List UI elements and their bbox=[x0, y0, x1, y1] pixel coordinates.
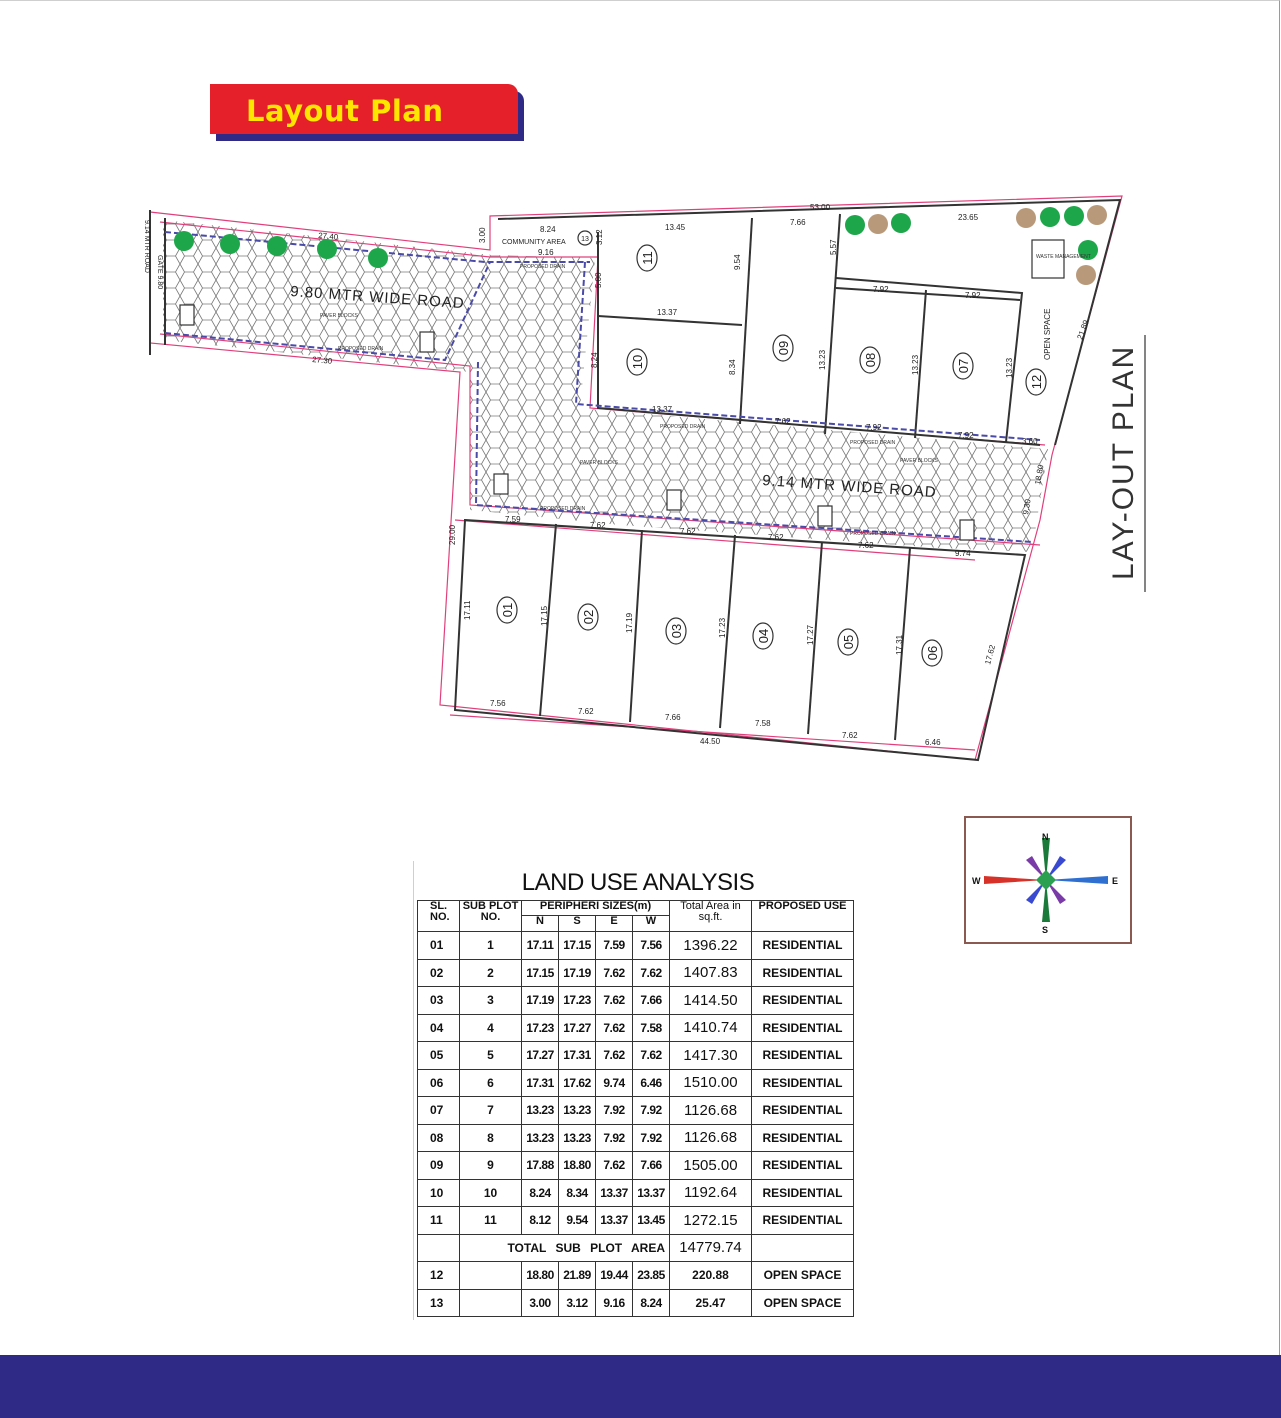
col-peripheri: PERIPHERI SIZES(m) bbox=[522, 901, 670, 916]
cell-sub: 9 bbox=[460, 1152, 522, 1180]
paver-label-main: PAVER BLOCKS bbox=[580, 460, 618, 466]
cell-s: 17.31 bbox=[559, 1042, 596, 1070]
total-area: 14779.74 bbox=[670, 1234, 752, 1262]
dim-p9-right: 8.34 bbox=[728, 359, 737, 375]
plot-03-label: 03 bbox=[669, 623, 684, 639]
dim-n1-bottom: 7.62 bbox=[775, 417, 791, 426]
dim-p11-top: 13.45 bbox=[665, 223, 686, 232]
cell-sub: 6 bbox=[460, 1069, 522, 1097]
dim-s5-side: 17.27 bbox=[806, 624, 815, 645]
compass-west: W bbox=[972, 876, 981, 886]
cell-sl: 13 bbox=[418, 1289, 460, 1317]
dim-left-top: 27.40 bbox=[317, 231, 339, 242]
cell-e: 9.16 bbox=[596, 1289, 633, 1317]
open-space-label: OPEN SPACE bbox=[1043, 308, 1052, 360]
cell-use: RESIDENTIAL bbox=[752, 1179, 854, 1207]
dim-p7-top: 7.92 bbox=[965, 291, 981, 300]
dim-p9-mid: 5.57 bbox=[829, 239, 838, 255]
cell-s: 13.23 bbox=[559, 1124, 596, 1152]
cell-w: 7.66 bbox=[633, 987, 670, 1015]
land-use-table bbox=[417, 900, 854, 1317]
dim-s5-top: 7.62 bbox=[858, 541, 874, 550]
dim-p23: 23.65 bbox=[958, 213, 979, 222]
dim-n3-bottom: 7.92 bbox=[958, 431, 974, 440]
cell-sub: 7 bbox=[460, 1097, 522, 1125]
cell-n: 17.19 bbox=[522, 987, 559, 1015]
cell-n: 17.23 bbox=[522, 1014, 559, 1042]
cell-sub bbox=[460, 1289, 522, 1317]
cell-s: 17.19 bbox=[559, 959, 596, 987]
drain-label-north2: PROPOSED DRAIN bbox=[850, 440, 896, 446]
table-row bbox=[418, 987, 854, 1015]
table-row bbox=[418, 1069, 854, 1097]
gate-label: GATE 9.80 bbox=[156, 255, 163, 290]
plot-02-label: 02 bbox=[581, 609, 596, 625]
cell-area: 1510.00 bbox=[670, 1069, 752, 1097]
paver-label-east: PAVER BLOCKS bbox=[900, 458, 938, 464]
table-row bbox=[418, 1124, 854, 1152]
dim-s3-top: 7.62 bbox=[680, 527, 696, 536]
cell-sub: 3 bbox=[460, 987, 522, 1015]
cell-area: 1192.64 bbox=[670, 1179, 752, 1207]
cell-w: 7.92 bbox=[633, 1097, 670, 1125]
cell-sub: 2 bbox=[460, 959, 522, 987]
cell-use: OPEN SPACE bbox=[752, 1262, 854, 1290]
dim-east-side: 21.89 bbox=[1075, 318, 1091, 341]
dim-s6-side: 17.31 bbox=[895, 634, 904, 655]
compass-south: S bbox=[1042, 925, 1049, 935]
cell-sl: 05 bbox=[418, 1042, 460, 1070]
page-title: Layout Plan bbox=[246, 94, 444, 128]
cell-sl: 04 bbox=[418, 1014, 460, 1042]
cell-w: 7.58 bbox=[633, 1014, 670, 1042]
cell-s: 9.54 bbox=[559, 1207, 596, 1235]
cell-w: 7.56 bbox=[633, 932, 670, 960]
cell-n: 17.15 bbox=[522, 959, 559, 987]
dim-n2-bottom: 7.92 bbox=[866, 423, 882, 432]
drain-label-north: PROPOSED DRAIN bbox=[660, 424, 706, 430]
plot-12-label: 12 bbox=[1029, 374, 1044, 390]
cell-e: 7.59 bbox=[596, 932, 633, 960]
road-main-label: 9.14 MTR WIDE ROAD bbox=[761, 472, 938, 502]
dim-ca-left: 3.00 bbox=[478, 227, 487, 243]
plot-11-label: 11 bbox=[640, 251, 655, 265]
cell-area: 1410.74 bbox=[670, 1014, 752, 1042]
cell-area: 220.88 bbox=[670, 1262, 752, 1290]
table-row bbox=[418, 959, 854, 987]
dim-s1-side: 17.11 bbox=[463, 600, 472, 620]
dim-s1-bottom: 7.56 bbox=[490, 699, 506, 708]
cell-use: RESIDENTIAL bbox=[752, 1124, 854, 1152]
cell-s: 17.62 bbox=[559, 1069, 596, 1097]
waste-label: WASTE MANAGEMENT bbox=[1036, 254, 1091, 260]
dim-s2-bottom: 7.62 bbox=[578, 707, 594, 716]
dim-right-road: 18.80 bbox=[1033, 464, 1046, 486]
cell-use: RESIDENTIAL bbox=[752, 932, 854, 960]
col-sl: SL. NO. bbox=[418, 901, 460, 932]
col-s: S bbox=[559, 915, 596, 931]
cell-area: 1272.15 bbox=[670, 1207, 752, 1235]
cell-w: 23.85 bbox=[633, 1262, 670, 1290]
dim-p7-side: 13.23 bbox=[911, 354, 920, 375]
cell-use: RESIDENTIAL bbox=[752, 1207, 854, 1235]
dim-ca-bottom: 9.16 bbox=[538, 248, 554, 257]
col-w: W bbox=[633, 915, 670, 931]
cell-use: RESIDENTIAL bbox=[752, 987, 854, 1015]
cell-sl: 10 bbox=[418, 1179, 460, 1207]
cell-e: 13.37 bbox=[596, 1207, 633, 1235]
dim-p12-side: 13.23 bbox=[1005, 357, 1014, 378]
cell-w: 7.66 bbox=[633, 1152, 670, 1180]
cell-area: 25.47 bbox=[670, 1289, 752, 1317]
col-proposed-use: PROPOSED USE bbox=[752, 901, 854, 932]
dim-p8-side: 13.23 bbox=[818, 349, 827, 370]
dim-p9-top: 7.66 bbox=[790, 218, 806, 227]
dim-left-bottom: 27.30 bbox=[311, 355, 333, 366]
cell-use: RESIDENTIAL bbox=[752, 959, 854, 987]
table-row bbox=[418, 1207, 854, 1235]
cell-s: 13.23 bbox=[559, 1097, 596, 1125]
cell-e: 7.62 bbox=[596, 1152, 633, 1180]
dim-p11-left: 5.00 bbox=[594, 272, 603, 288]
dim-p10-left: 8.24 bbox=[590, 352, 599, 368]
dim-n4-bottom: 3.60 bbox=[1022, 437, 1038, 446]
cell-n: 17.88 bbox=[522, 1152, 559, 1180]
plot-09-label: 09 bbox=[776, 340, 791, 356]
cell-e: 19.44 bbox=[596, 1262, 633, 1290]
cell-s: 8.34 bbox=[559, 1179, 596, 1207]
col-e: E bbox=[596, 915, 633, 931]
table-row bbox=[418, 1262, 854, 1290]
cell-sl: 02 bbox=[418, 959, 460, 987]
table-row bbox=[418, 932, 854, 960]
cell-use: RESIDENTIAL bbox=[752, 1152, 854, 1180]
cell-e: 7.62 bbox=[596, 1014, 633, 1042]
cell-sl: 09 bbox=[418, 1152, 460, 1180]
plot-08-label: 08 bbox=[863, 352, 878, 368]
drain-label-ca: PROPOSED DRAIN bbox=[520, 264, 566, 270]
cell-w: 13.37 bbox=[633, 1179, 670, 1207]
cell-w: 6.46 bbox=[633, 1069, 670, 1097]
cell-area: 1396.22 bbox=[670, 932, 752, 960]
cell-s: 17.27 bbox=[559, 1014, 596, 1042]
cell-e: 7.92 bbox=[596, 1124, 633, 1152]
dim-s2-side: 17.15 bbox=[540, 605, 549, 626]
table-row bbox=[418, 1097, 854, 1125]
dim-s6-bottom: 6.46 bbox=[925, 738, 941, 747]
cell-e: 7.62 bbox=[596, 959, 633, 987]
dim-s5-bottom: 7.62 bbox=[842, 731, 858, 740]
dim-bottom: 44.50 bbox=[700, 737, 721, 746]
cell-use: RESIDENTIAL bbox=[752, 1097, 854, 1125]
dim-p10-top: 13.37 bbox=[657, 308, 678, 317]
cell-area: 1126.68 bbox=[670, 1124, 752, 1152]
cell-n: 8.24 bbox=[522, 1179, 559, 1207]
table-row bbox=[418, 1289, 854, 1317]
cell-n: 8.12 bbox=[522, 1207, 559, 1235]
dim-s6-top: 9.74 bbox=[955, 549, 971, 558]
cell-w: 7.62 bbox=[633, 1042, 670, 1070]
dim-p8-top: 7.92 bbox=[873, 285, 889, 294]
cell-empty bbox=[752, 1234, 854, 1262]
cell-sub: 11 bbox=[460, 1207, 522, 1235]
plot-10-label: 10 bbox=[630, 354, 645, 370]
cell-e: 7.62 bbox=[596, 1042, 633, 1070]
dim-p9-left: 9.54 bbox=[733, 254, 742, 270]
dim-top: 53.00 bbox=[810, 203, 831, 212]
compass-north: N bbox=[1042, 832, 1049, 842]
cell-w: 8.24 bbox=[633, 1289, 670, 1317]
cell-sl: 03 bbox=[418, 987, 460, 1015]
plot-05-label: 05 bbox=[841, 634, 856, 650]
cell-e: 7.62 bbox=[596, 987, 633, 1015]
plot-06-label: 06 bbox=[925, 645, 940, 661]
layout-plan-side-title: LAY-OUT PLAN bbox=[1107, 344, 1140, 580]
cell-sub: 4 bbox=[460, 1014, 522, 1042]
cell-n: 17.31 bbox=[522, 1069, 559, 1097]
total-label: TOTAL SUB PLOT AREA bbox=[460, 1234, 670, 1262]
table-row bbox=[418, 1152, 854, 1180]
drain-label-south: PROPOSED DRAIN bbox=[540, 506, 586, 512]
cell-area: 1126.68 bbox=[670, 1097, 752, 1125]
cell-sl: 11 bbox=[418, 1207, 460, 1235]
cell-n: 17.27 bbox=[522, 1042, 559, 1070]
dim-west-side: 29.00 bbox=[448, 524, 457, 545]
cell-use: RESIDENTIAL bbox=[752, 1069, 854, 1097]
cell-s: 18.80 bbox=[559, 1152, 596, 1180]
cell-sub: 10 bbox=[460, 1179, 522, 1207]
table-row bbox=[418, 1179, 854, 1207]
road-west-label: 9.80 MTR WIDE ROAD bbox=[289, 283, 466, 313]
cell-w: 7.92 bbox=[633, 1124, 670, 1152]
cell-n: 17.11 bbox=[522, 932, 559, 960]
cell-e: 9.74 bbox=[596, 1069, 633, 1097]
cell-s: 17.15 bbox=[559, 932, 596, 960]
community-area-label: COMMUNITY AREA bbox=[502, 239, 566, 246]
plot-01-label: 01 bbox=[500, 602, 515, 618]
cell-area: 1407.83 bbox=[670, 959, 752, 987]
plot-13-label: 13 bbox=[581, 236, 589, 243]
plot-07-label: 07 bbox=[956, 358, 971, 374]
total-row bbox=[418, 1234, 854, 1262]
table-row bbox=[418, 1042, 854, 1070]
cell-sub bbox=[460, 1262, 522, 1290]
dim-east-low: 17.62 bbox=[983, 643, 998, 666]
table-row bbox=[418, 1014, 854, 1042]
cell-sub: 1 bbox=[460, 932, 522, 960]
dim-s4-side: 17.23 bbox=[718, 617, 727, 638]
dim-s1-top: 7.59 bbox=[505, 515, 521, 524]
cell-sl: 08 bbox=[418, 1124, 460, 1152]
cell-sl: 07 bbox=[418, 1097, 460, 1125]
cell-s: 3.12 bbox=[559, 1289, 596, 1317]
cell-s: 17.23 bbox=[559, 987, 596, 1015]
cell-sub: 5 bbox=[460, 1042, 522, 1070]
cell-e: 13.37 bbox=[596, 1179, 633, 1207]
dim-s4-bottom: 7.58 bbox=[755, 719, 771, 728]
cell-use: RESIDENTIAL bbox=[752, 1042, 854, 1070]
drain-label-south2: PROPOSED DRAIN bbox=[850, 531, 896, 537]
cell-sub: 8 bbox=[460, 1124, 522, 1152]
land-use-analysis bbox=[413, 861, 862, 1320]
cell-n: 18.80 bbox=[522, 1262, 559, 1290]
cell-area: 1417.30 bbox=[670, 1042, 752, 1070]
compass-box bbox=[964, 816, 1132, 944]
cell-n: 3.00 bbox=[522, 1289, 559, 1317]
cell-w: 7.62 bbox=[633, 959, 670, 987]
dim-s4-top: 7.62 bbox=[768, 533, 784, 542]
paver-label-west: PAVER BLOCKS bbox=[320, 313, 358, 319]
col-area: Total Area in sq.ft. bbox=[670, 901, 752, 932]
cell-sl: 12 bbox=[418, 1262, 460, 1290]
cell-sl: 06 bbox=[418, 1069, 460, 1097]
dim-ca-top: 8.24 bbox=[540, 225, 556, 234]
cell-e: 7.92 bbox=[596, 1097, 633, 1125]
cell-sl: 01 bbox=[418, 932, 460, 960]
dim-s3-side: 17.19 bbox=[625, 612, 634, 633]
col-sub-plot: SUB PLOT NO. bbox=[460, 901, 522, 932]
dim-p10-bottom: 13.37 bbox=[652, 405, 673, 414]
dim-right-road2: 9.30 bbox=[1021, 498, 1033, 516]
cell-use: RESIDENTIAL bbox=[752, 1014, 854, 1042]
cell-w: 13.45 bbox=[633, 1207, 670, 1235]
drain-label-west: PROPOSED DRAIN bbox=[338, 346, 384, 352]
footer-bar bbox=[0, 1355, 1281, 1418]
cell-n: 13.23 bbox=[522, 1124, 559, 1152]
cell-n: 13.23 bbox=[522, 1097, 559, 1125]
plot-04-label: 04 bbox=[756, 628, 771, 644]
cell-empty bbox=[418, 1234, 460, 1262]
land-use-title: LAND USE ANALYSIS bbox=[521, 869, 755, 896]
col-n: N bbox=[522, 915, 559, 931]
cell-area: 1505.00 bbox=[670, 1152, 752, 1180]
dim-s3-bottom: 7.66 bbox=[665, 713, 681, 722]
cell-use: OPEN SPACE bbox=[752, 1289, 854, 1317]
cell-area: 1414.50 bbox=[670, 987, 752, 1015]
dim-ca-right: 3.12 bbox=[595, 229, 604, 245]
road-vertical-label: 9.14 MTR ROAD bbox=[143, 220, 150, 273]
compass-rose-icon bbox=[966, 818, 1130, 942]
compass-east: E bbox=[1112, 876, 1119, 886]
dim-s2-top: 7.62 bbox=[590, 521, 606, 530]
cell-s: 21.89 bbox=[559, 1262, 596, 1290]
